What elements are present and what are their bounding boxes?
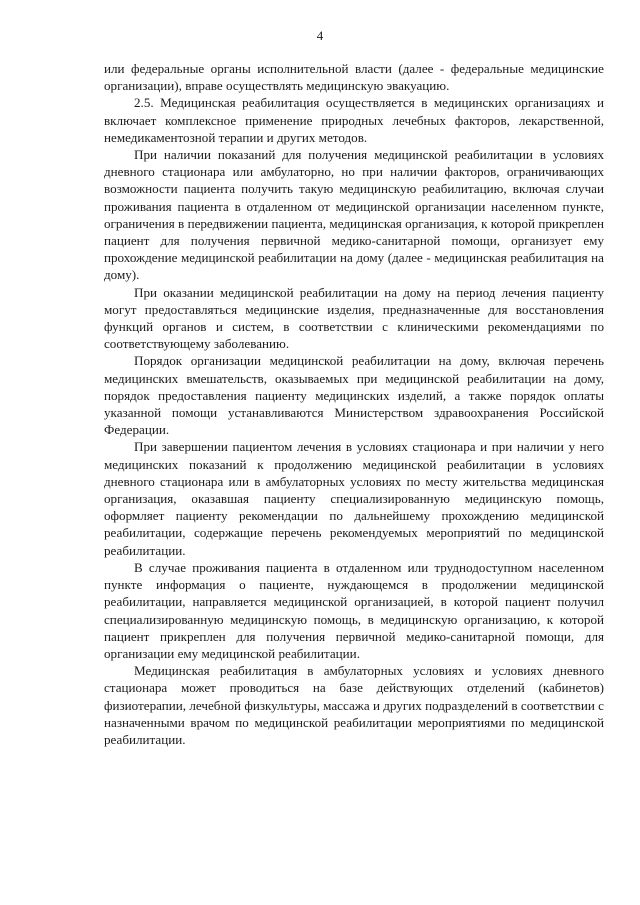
paragraph: При наличии показаний для получения медицинской реабилитации в условиях дневного стационара или амбулаторно, но при наличии факторов, ограничивающих возможности пациента получить такую медицинскую реабилитацию, включая случаи проживания пациента в отдаленном от медицинской организации населенном пункте, ограничения в передвижении пациента, медицинская организация, к которой прикреплен пациент для получения первичной медико-санитарной помощи, организует ему прохождение медицинской реабилитации на дому (далее - медицинская реабилитация на дому). [104,147,604,283]
paragraph: 2.5. Медицинская реабилитация осуществляется в медицинских организациях и включает комплексное применение природных лечебных факторов, лекарственной, немедикаментозной терапии и других методов. [104,95,604,145]
paragraph: Порядок организации медицинской реабилитации на дому, включая перечень медицинских вмешательств, оказываемых при медицинской реабилитации на дому, порядок предоставления пациенту медицинских изделий, а также порядок оплаты указанной помощи устанавливаются Министерством здравоохранения Российской Федерации. [104,353,604,438]
paragraph: При завершении пациентом лечения в условиях стационара и при наличии у него медицинских показаний к продолжению медицинской реабилитации в условиях дневного стационара или в амбулаторных условиях по месту жительства медицинская организация, оказавшая пациенту специализированную медицинскую помощь, оформляет пациенту рекомендации по дальнейшему прохождению медицинской реабилитации, содержащие перечень рекомендуемых мероприятий по медицинской реабилитации. [104,439,604,558]
paragraph: В случае проживания пациента в отдаленном или труднодоступном населенном пункте информация о пациенте, нуждающемся в продолжении медицинской реабилитации, направляется медицинской организацией, в которой пациент получил специализированную медицинскую помощь, в медицинскую организацию, к которой пациент прикреплен для получения первичной медико-санитарной помощи, для организации ему медицинской реабилитации. [104,559,604,661]
document-body [104,60,604,748]
page-number: 4 [316,28,324,43]
paragraph: При оказании медицинской реабилитации на дому на период лечения пациенту могут предоставляться медицинские изделия, предназначенные для восстановления функций органов и систем, в соответствии с клиническими рекомендациями по соответствующему заболеванию. [104,284,604,352]
paragraph: Медицинская реабилитация в амбулаторных условиях и условиях дневного стационара может проводиться на базе действующих отделений (кабинетов) физиотерапии, лечебной физкультуры, массажа и других подразделений в соответствии с назначенными врачом по медицинской реабилитации мероприятиями по медицинской реабилитации. [104,663,604,747]
paragraph: или федеральные органы исполнительной власти (далее - федеральные медицинские организации), вправе осуществлять медицинскую эвакуацию. [104,61,604,94]
